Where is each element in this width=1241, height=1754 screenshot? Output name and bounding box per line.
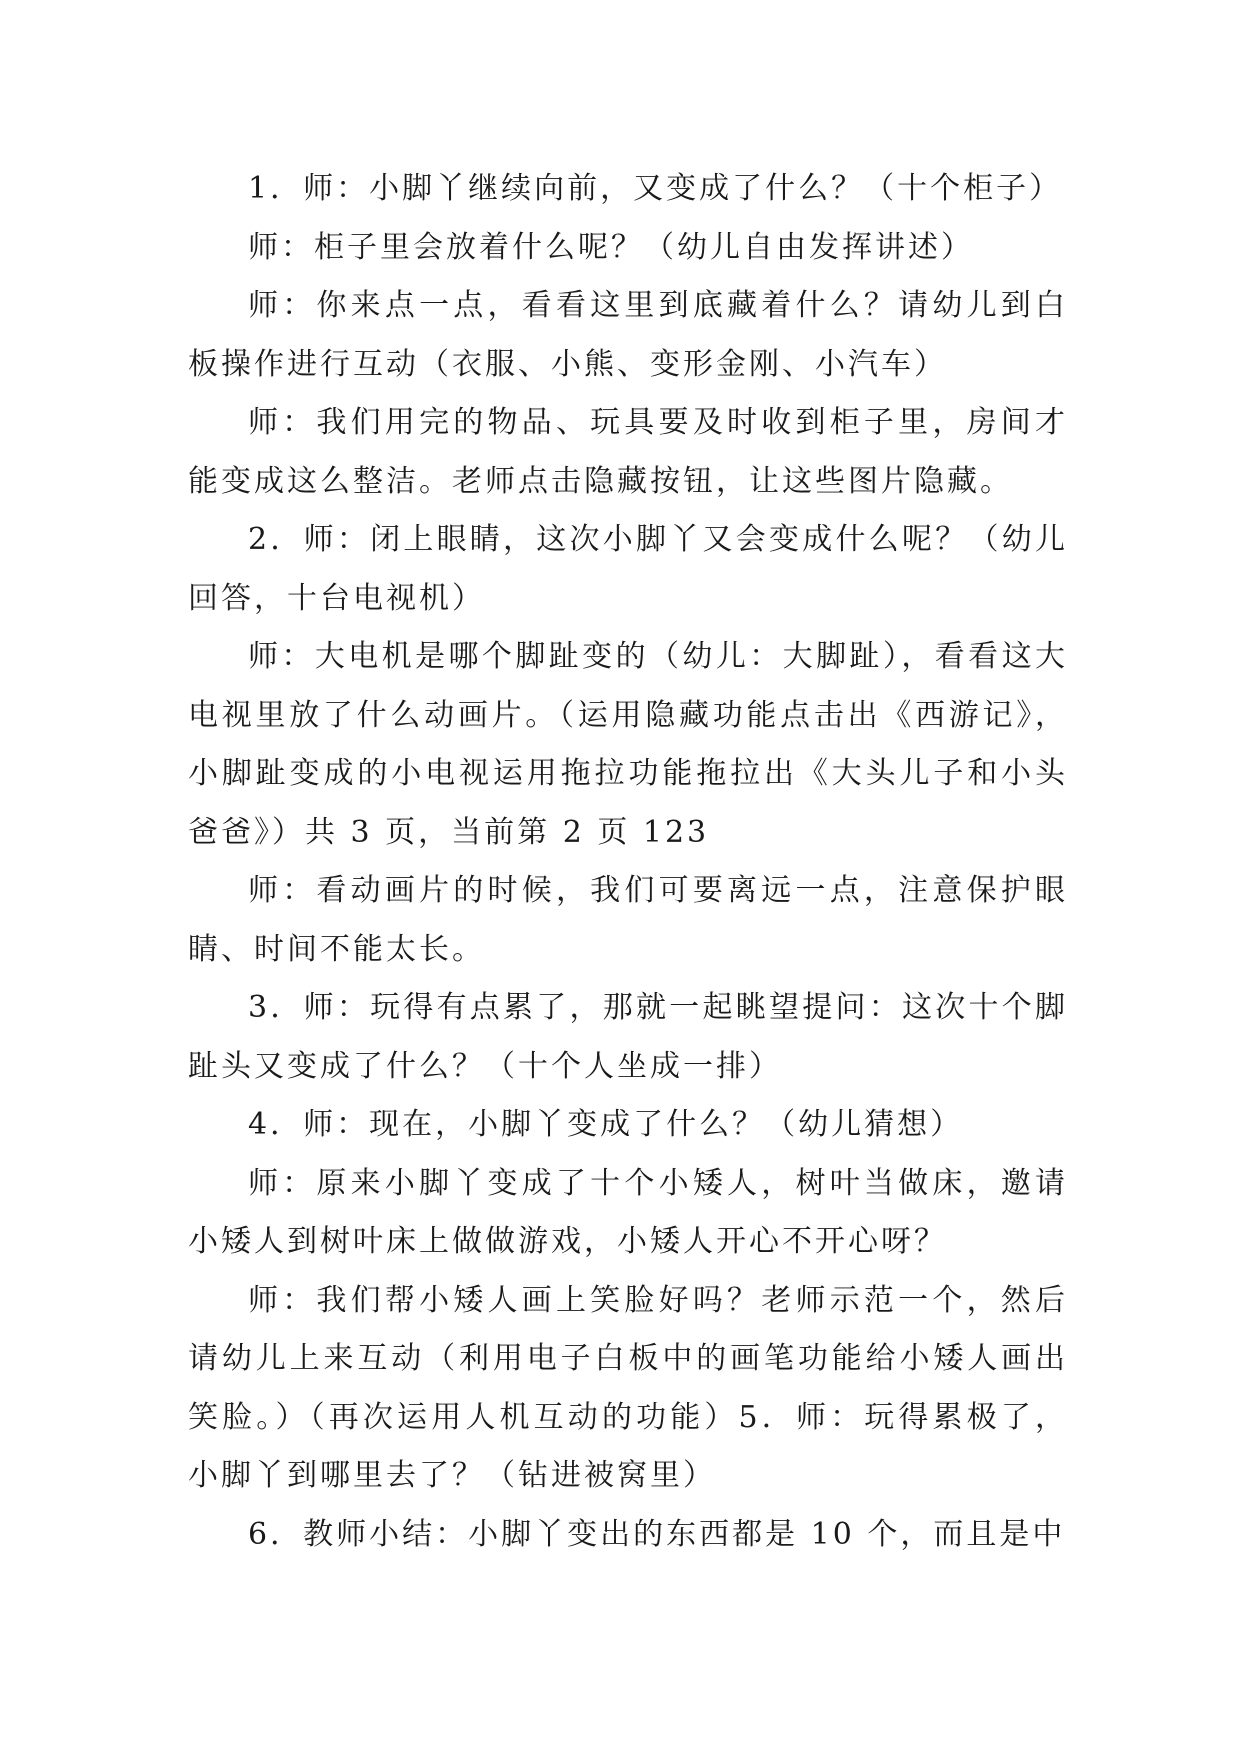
paragraph-8: 3．师：玩得有点累了，那就一起眺望提问：这次十个脚趾头又变成了什么？（十个人坐成一排） (188, 990, 1068, 1084)
paragraph-1: 1．师：小脚丫继续向前，又变成了什么？（十个柜子） (248, 171, 1063, 206)
paragraph-11: 师：我们帮小矮人画上笑脸好吗？老师示范一个，然后请幼儿上来互动（利用电子白板中的画笔功能给小矮人画出笑脸。）（再次运用人机互动的功能）5．师：玩得累极了，小脚丫到哪里去了？（钻进被窝里） (188, 1282, 1068, 1493)
paragraph-9: 4．师：现在，小脚丫变成了什么？（幼儿猜想） (248, 1107, 964, 1142)
paragraph-10: 师：原来小脚丫变成了十个小矮人，树叶当做床，邀请小矮人到树叶床上做做游戏，小矮人开心不开心呀？ (188, 1165, 1068, 1259)
paragraph-12: 6．教师小结：小脚丫变出的东西都是 10 个，而且是中 (248, 1516, 1066, 1552)
paragraph-4: 师：我们用完的物品、玩具要及时收到柜子里，房间才能变成这么整洁。老师点击隐藏按钮，让这些图片隐藏。 (188, 405, 1068, 499)
paragraph-2: 师：柜子里会放着什么呢？（幼儿自由发挥讲述） (248, 229, 974, 265)
paragraph-5: 2．师：闭上眼睛，这次小脚丫又会变成什么呢？（幼儿回答，十台电视机） (188, 522, 1068, 616)
paragraph-6: 师：大电机是哪个脚趾变的（幼儿：大脚趾），看看这大电视里放了什么动画片。（运用隐藏功能点击出《西游记》，小脚趾变成的小电视运用拖拉功能拖拉出《大头儿子和小头爸爸》）共 3 页，当前第 2 页 123 (188, 639, 1068, 850)
document-body (188, 160, 1068, 1564)
paragraph-7: 师：看动画片的时候，我们可要离远一点，注意保护眼睛、时间不能太长。 (188, 873, 1068, 967)
paragraph-3: 师：你来点一点，看看这里到底藏着什么？请幼儿到白板操作进行互动（衣服、小熊、变形金刚、小汽车） (188, 288, 1068, 382)
